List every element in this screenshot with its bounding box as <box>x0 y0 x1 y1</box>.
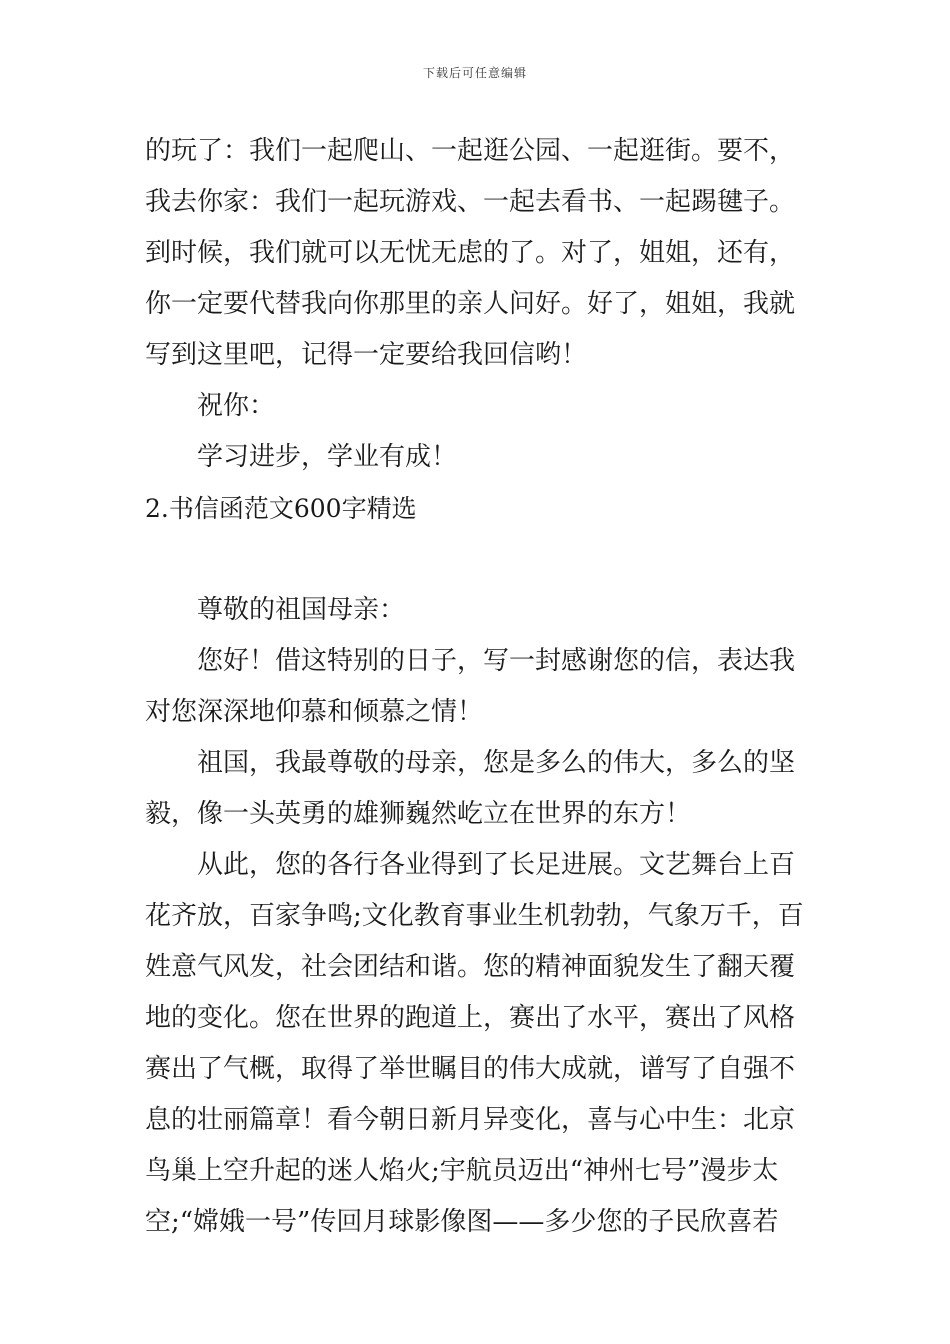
text-line: 到时候，我们就可以无忧无虑的了。对了，姐姐，还有， <box>145 238 796 268</box>
text-line: 地的变化。您在世界的跑道上，赛出了水平，赛出了风格 <box>145 1003 796 1033</box>
text-line: 息的壮丽篇章！看今朝日新月异变化，喜与心中生：北京 <box>145 1105 796 1135</box>
text-line: 空;“嫦娥一号”传回月球影像图——多少您的子民欣喜若 <box>145 1207 779 1237</box>
blank-line <box>145 534 810 585</box>
text-line: 姓意气风发，社会团结和谐。您的精神面貌发生了翻天覆 <box>145 952 796 982</box>
text-line: 我去你家：我们一起玩游戏、一起去看书、一起踢毽子。 <box>145 187 796 217</box>
text-line: 祝你： <box>197 391 276 421</box>
text-line: 对您深深地仰慕和倾慕之情！ <box>145 697 484 727</box>
text-line: 你一定要代替我向你那里的亲人问好。好了，姐姐，我就 <box>145 289 796 319</box>
text-line: 写到这里吧，记得一定要给我回信哟！ <box>145 340 588 370</box>
text-line: 祖国，我最尊敬的母亲，您是多么的伟大，多么的坚 <box>197 748 796 778</box>
text-line: 花齐放，百家争鸣;文化教育事业生机勃勃，气象万千，百 <box>145 901 804 931</box>
text-line: 从此，您的各行各业得到了长足进展。文艺舞台上百 <box>197 850 796 880</box>
document-body <box>145 126 810 1248</box>
text-line: 毅，像一头英勇的雄狮巍然屹立在世界的东方！ <box>145 799 692 829</box>
text-line: 鸟巢上空升起的迷人焰火;宇航员迈出“神州七号”漫步太 <box>145 1156 779 1186</box>
text-line: 的玩了：我们一起爬山、一起逛公园、一起逛街。要不， <box>145 136 796 166</box>
page-header: 下载后可任意编辑 <box>422 66 527 80</box>
text-line: 尊敬的祖国母亲： <box>197 595 406 625</box>
text-line: 您好！借这特别的日子，写一封感谢您的信，表达我 <box>197 646 796 676</box>
text-line: 赛出了气概，取得了举世瞩目的伟大成就，谱写了自强不 <box>145 1054 796 1084</box>
section-heading: 2.书信函范文600字精选 <box>145 494 417 523</box>
text-line: 学习进步，学业有成！ <box>197 442 458 472</box>
